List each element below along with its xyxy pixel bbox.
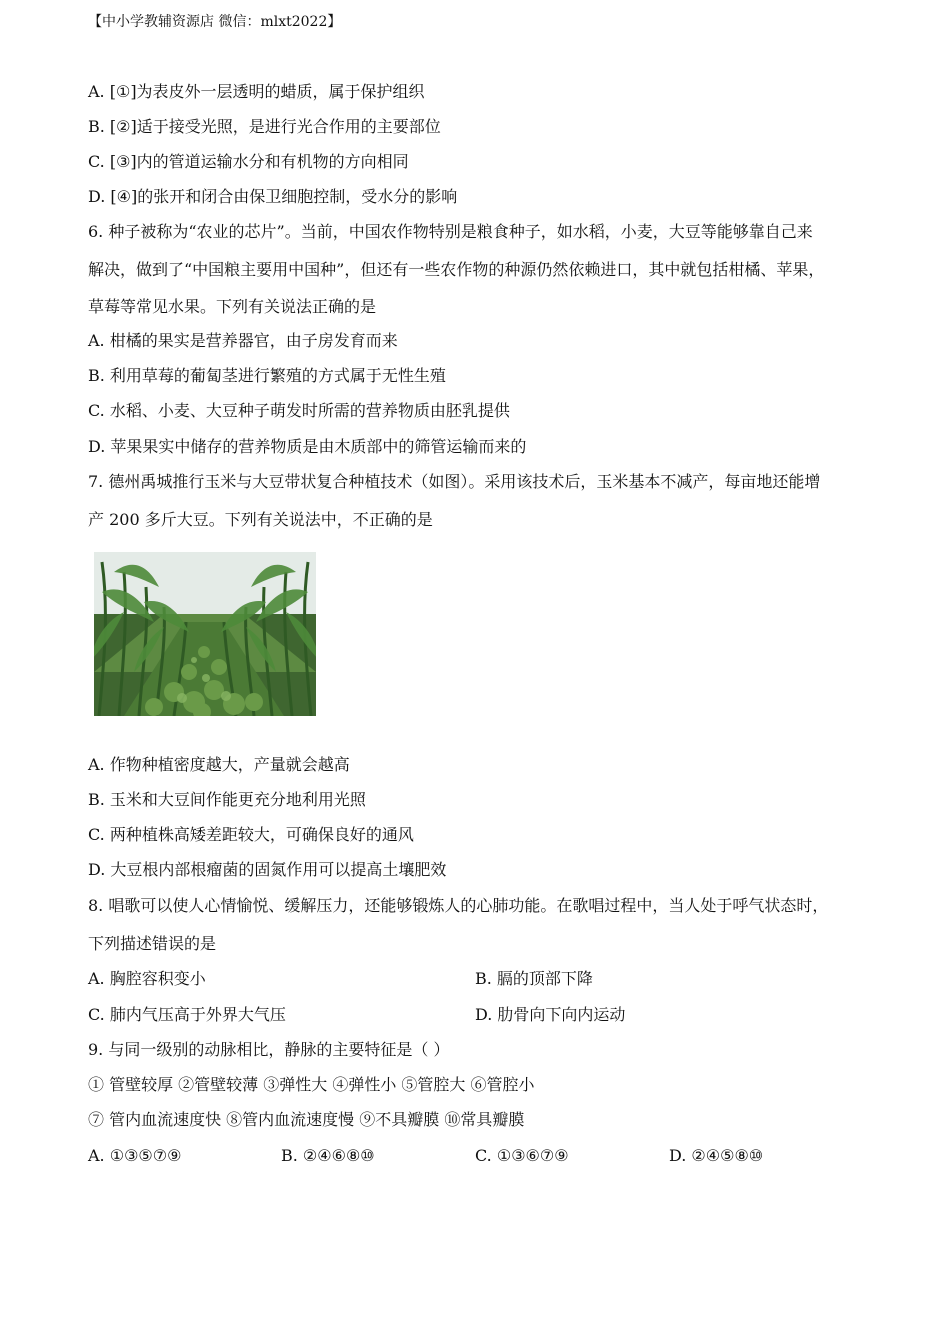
q9-stem: 9. 与同一级别的动脉相比，静脉的主要特征是（ ） [88,1040,450,1059]
q5-option-c: C. [③]内的管道运输水分和有机物的方向相同 [88,152,409,171]
q6-stem-line-1: 6. 种子被称为“农业的芯片”。当前，中国农作物特别是粮食种子，如水稻，小麦，大豆等能够靠自己来 [88,222,813,241]
q9-option-a: A. ①③⑤⑦⑨ [88,1146,182,1165]
q9-features-line-1: ① 管壁较厚 ②管壁较薄 ③弹性大 ④弹性小 ⑤管腔大 ⑥管腔小 [88,1075,535,1094]
q8-option-a: A. 胸腔容积变小 [88,969,206,988]
q6-option-c: C. 水稻、小麦、大豆种子萌发时所需的营养物质由胚乳提供 [88,401,510,420]
corn-soybean-field-photo [94,552,316,716]
q7-option-d: D. 大豆根内部根瘤菌的固氮作用可以提高土壤肥效 [88,860,447,879]
q7-option-b: B. 玉米和大豆间作能更充分地利用光照 [88,790,366,809]
q8-option-d: D. 肋骨向下向内运动 [475,1005,626,1024]
q6-stem-line-2: 解决，做到了“中国粮主要用中国种”，但还有一些农作物的种源仍然依赖进口，其中就包括柑橘、苹果， [88,260,825,279]
q9-option-c: C. ①③⑥⑦⑨ [475,1146,569,1165]
q7-stem-line-1: 7. 德州禹城推行玉米与大豆带状复合种植技术（如图）。采用该技术后，玉米基本不减产，每亩地还能增 [88,472,821,491]
q7-stem-line-2: 产 200 多斤大豆。下列有关说法中，不正确的是 [88,510,433,529]
q8-option-c: C. 肺内气压高于外界大气压 [88,1005,286,1024]
q6-stem-line-3: 草莓等常见水果。下列有关说法正确的是 [88,297,377,316]
q6-option-b: B. 利用草莓的葡匐茎进行繁殖的方式属于无性生殖 [88,366,446,385]
q7-option-c: C. 两种植株高矮差距较大，可确保良好的通风 [88,825,414,844]
field-illustration [94,552,316,716]
q9-features-line-2: ⑦ 管内血流速度快 ⑧管内血流速度慢 ⑨不具瓣膜 ⑩常具瓣膜 [88,1110,525,1129]
q9-option-d: D. ②④⑤⑧⑩ [669,1146,764,1165]
q8-stem-line-2: 下列描述错误的是 [88,934,217,953]
q6-option-a: A. 柑橘的果实是营养器官，由子房发育而来 [88,331,398,350]
q9-option-b: B. ②④⑥⑧⑩ [281,1146,375,1165]
q8-stem-line-1: 8. 唱歌可以使人心情愉悦、缓解压力，还能够锻炼人的心肺功能。在歌唱过程中，当人处于呼气状态时， [88,896,829,915]
q5-option-b: B. [②]适于接受光照，是进行光合作用的主要部位 [88,117,441,136]
q5-option-a: A. [①]为表皮外一层透明的蜡质，属于保护组织 [88,82,425,101]
q7-option-a: A. 作物种植密度越大，产量就会越高 [88,755,350,774]
q5-option-d: D. [④]的张开和闭合由保卫细胞控制，受水分的影响 [88,187,458,206]
q6-option-d: D. 苹果果实中储存的营养物质是由木质部中的筛管运输而来的 [88,437,527,456]
page-header: 【中小学教辅资源店 微信：mlxt2022】 [88,14,342,30]
q8-option-b: B. 膈的顶部下降 [475,969,593,988]
